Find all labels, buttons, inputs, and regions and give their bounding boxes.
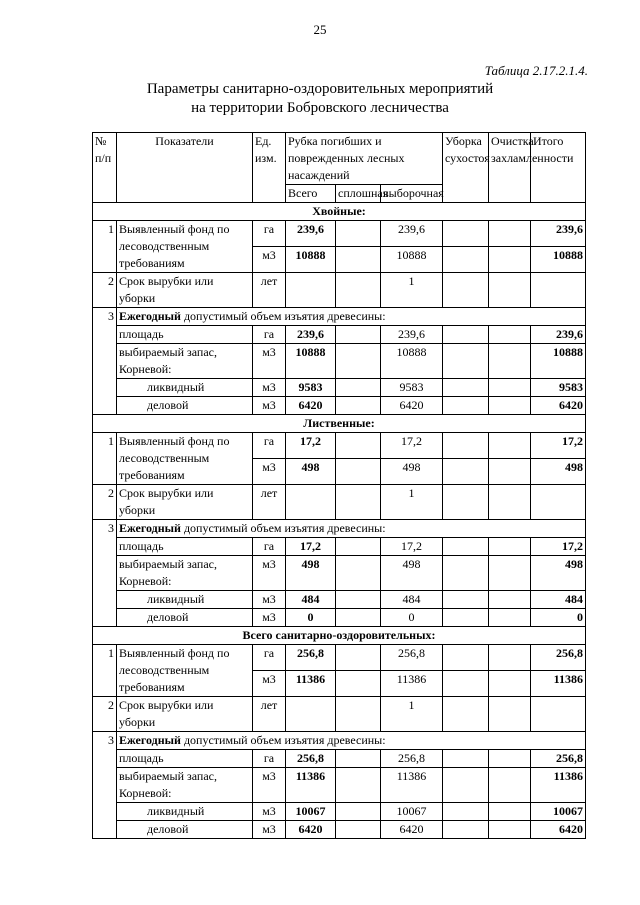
value-clear xyxy=(336,379,381,397)
value-total xyxy=(286,485,336,520)
value-itogo: 239,6 xyxy=(531,221,586,247)
value-clear xyxy=(336,768,381,803)
value-dead-wood xyxy=(443,538,489,556)
value-cleaning xyxy=(489,397,531,415)
value-cleaning xyxy=(489,379,531,397)
header-dead-wood: Уборка сухостоя xyxy=(443,133,489,203)
row-label: Срок вырубки или уборки xyxy=(117,697,253,732)
value-cleaning xyxy=(489,556,531,591)
value-dead-wood xyxy=(443,803,489,821)
value-itogo xyxy=(531,485,586,520)
table-row xyxy=(93,273,586,308)
value-clear xyxy=(336,803,381,821)
value-selective: 10888 xyxy=(381,344,443,379)
value-total: 498 xyxy=(286,459,336,485)
value-itogo: 256,8 xyxy=(531,645,586,671)
value-dead-wood xyxy=(443,750,489,768)
value-cleaning xyxy=(489,326,531,344)
value-itogo: 17,2 xyxy=(531,538,586,556)
value-clear xyxy=(336,697,381,732)
table-row xyxy=(93,433,586,459)
row-label: ликвидный xyxy=(117,591,253,609)
row-label: выбираемый запас, Корневой: xyxy=(117,768,253,803)
table-row xyxy=(93,485,586,520)
value-dead-wood xyxy=(443,645,489,671)
row-num: 1 xyxy=(93,433,117,485)
value-dead-wood xyxy=(443,344,489,379)
unit-cell: га xyxy=(253,750,286,768)
value-selective: 498 xyxy=(381,556,443,591)
value-itogo: 498 xyxy=(531,556,586,591)
row-num: 2 xyxy=(93,273,117,308)
value-dead-wood xyxy=(443,485,489,520)
title-line-2: на территории Бобровского лесничества xyxy=(191,100,449,116)
unit-cell: лет xyxy=(253,697,286,732)
value-dead-wood xyxy=(443,671,489,697)
parameters-table xyxy=(92,132,586,839)
value-cleaning xyxy=(489,645,531,671)
value-dead-wood xyxy=(443,821,489,839)
value-cleaning xyxy=(489,459,531,485)
value-clear xyxy=(336,344,381,379)
value-cleaning xyxy=(489,697,531,732)
value-itogo xyxy=(531,697,586,732)
value-dead-wood xyxy=(443,433,489,459)
value-selective: 1 xyxy=(381,485,443,520)
value-dead-wood xyxy=(443,768,489,803)
value-total: 17,2 xyxy=(286,538,336,556)
table-row xyxy=(93,750,586,768)
row-num: 1 xyxy=(93,645,117,697)
value-cleaning xyxy=(489,821,531,839)
value-cleaning xyxy=(489,344,531,379)
table-row xyxy=(93,697,586,732)
unit-cell: га xyxy=(253,433,286,459)
value-selective: 256,8 xyxy=(381,750,443,768)
value-clear xyxy=(336,326,381,344)
row-label: Срок вырубки или уборки xyxy=(117,485,253,520)
value-selective: 17,2 xyxy=(381,433,443,459)
value-total: 498 xyxy=(286,556,336,591)
table-row xyxy=(93,326,586,344)
section-header-row xyxy=(93,627,586,645)
value-itogo: 9583 xyxy=(531,379,586,397)
annual-label-rest: допустимый объем изъятия древесины: xyxy=(180,733,386,747)
unit-cell: м3 xyxy=(253,671,286,697)
value-dead-wood xyxy=(443,591,489,609)
value-selective: 0 xyxy=(381,609,443,627)
annual-label-rest: допустимый объем изъятия древесины: xyxy=(180,521,386,535)
value-selective: 1 xyxy=(381,697,443,732)
unit-cell: га xyxy=(253,645,286,671)
value-selective: 6420 xyxy=(381,397,443,415)
unit-cell: м3 xyxy=(253,459,286,485)
unit-cell: м3 xyxy=(253,397,286,415)
row-label: деловой xyxy=(117,609,253,627)
unit-cell: м3 xyxy=(253,591,286,609)
value-clear xyxy=(336,591,381,609)
value-cleaning xyxy=(489,768,531,803)
table-row xyxy=(93,397,586,415)
table-row xyxy=(93,538,586,556)
annual-label-bold: Ежегодный xyxy=(119,521,181,535)
row-num: 2 xyxy=(93,485,117,520)
table-row xyxy=(93,379,586,397)
annual-heading-row xyxy=(93,520,586,538)
value-selective: 10888 xyxy=(381,247,443,273)
value-total: 11386 xyxy=(286,768,336,803)
value-dead-wood xyxy=(443,609,489,627)
unit-cell: га xyxy=(253,326,286,344)
value-itogo: 17,2 xyxy=(531,433,586,459)
value-itogo: 11386 xyxy=(531,768,586,803)
row-label: ликвидный xyxy=(117,379,253,397)
value-dead-wood xyxy=(443,379,489,397)
table-row xyxy=(93,803,586,821)
value-cleaning xyxy=(489,609,531,627)
value-selective: 11386 xyxy=(381,768,443,803)
value-dead-wood xyxy=(443,556,489,591)
value-clear xyxy=(336,821,381,839)
value-dead-wood xyxy=(443,247,489,273)
value-clear xyxy=(336,556,381,591)
annual-label xyxy=(117,308,586,326)
value-itogo: 239,6 xyxy=(531,326,586,344)
unit-cell: м3 xyxy=(253,609,286,627)
value-total: 484 xyxy=(286,591,336,609)
row-label: площадь xyxy=(117,538,253,556)
value-dead-wood xyxy=(443,326,489,344)
value-total: 17,2 xyxy=(286,433,336,459)
value-cleaning xyxy=(489,247,531,273)
value-cleaning xyxy=(489,750,531,768)
value-itogo: 256,8 xyxy=(531,750,586,768)
value-selective: 6420 xyxy=(381,821,443,839)
row-label: площадь xyxy=(117,326,253,344)
value-itogo: 484 xyxy=(531,591,586,609)
value-selective: 484 xyxy=(381,591,443,609)
value-cleaning xyxy=(489,221,531,247)
header-total: Всего xyxy=(286,185,336,203)
value-clear xyxy=(336,273,381,308)
value-clear xyxy=(336,538,381,556)
value-itogo: 0 xyxy=(531,609,586,627)
unit-cell: м3 xyxy=(253,821,286,839)
value-dead-wood xyxy=(443,459,489,485)
section-header-row xyxy=(93,415,586,433)
row-label: площадь xyxy=(117,750,253,768)
header-unit: Ед. изм. xyxy=(253,133,286,203)
row-label: Срок вырубки или уборки xyxy=(117,273,253,308)
value-clear xyxy=(336,645,381,671)
value-total: 10888 xyxy=(286,344,336,379)
annual-label-rest: допустимый объем изъятия древесины: xyxy=(180,309,386,323)
table-row xyxy=(93,768,586,803)
value-total: 239,6 xyxy=(286,326,336,344)
value-itogo: 10888 xyxy=(531,247,586,273)
unit-cell: м3 xyxy=(253,379,286,397)
value-clear xyxy=(336,609,381,627)
annual-heading-row xyxy=(93,308,586,326)
value-total: 256,8 xyxy=(286,645,336,671)
section-title: Лиственные: xyxy=(93,415,586,433)
unit-cell: га xyxy=(253,538,286,556)
row-label: выбираемый запас, Корневой: xyxy=(117,556,253,591)
value-selective: 10067 xyxy=(381,803,443,821)
header-selective: выборочная xyxy=(381,185,443,203)
header-row xyxy=(93,133,586,185)
header-cleaning: Очистка захламленности xyxy=(489,133,531,203)
value-itogo: 10888 xyxy=(531,344,586,379)
value-total: 10067 xyxy=(286,803,336,821)
header-itogo: Итого xyxy=(531,133,586,203)
value-cleaning xyxy=(489,273,531,308)
value-selective: 1 xyxy=(381,273,443,308)
row-num: 1 xyxy=(93,221,117,273)
value-total: 0 xyxy=(286,609,336,627)
value-total: 239,6 xyxy=(286,221,336,247)
header-indicators: Показатели xyxy=(117,133,253,203)
value-total: 6420 xyxy=(286,821,336,839)
annual-label-bold: Ежегодный xyxy=(119,309,181,323)
unit-cell: м3 xyxy=(253,556,286,591)
value-itogo: 6420 xyxy=(531,821,586,839)
annual-heading-row xyxy=(93,732,586,750)
value-clear xyxy=(336,247,381,273)
table-caption: Таблица 2.17.2.1.4. xyxy=(484,63,588,78)
value-total: 256,8 xyxy=(286,750,336,768)
value-selective: 256,8 xyxy=(381,645,443,671)
row-label: выбираемый запас, Корневой: xyxy=(117,344,253,379)
row-label: Выявленный фонд по лесоводственным требованиям xyxy=(117,221,253,273)
unit-cell: лет xyxy=(253,485,286,520)
value-dead-wood xyxy=(443,397,489,415)
value-cleaning xyxy=(489,803,531,821)
unit-cell: лет xyxy=(253,273,286,308)
value-cleaning xyxy=(489,591,531,609)
annual-label xyxy=(117,520,586,538)
unit-cell: га xyxy=(253,221,286,247)
row-label: деловой xyxy=(117,397,253,415)
value-total xyxy=(286,697,336,732)
value-clear xyxy=(336,459,381,485)
section-header-row xyxy=(93,203,586,221)
value-clear xyxy=(336,433,381,459)
table-row xyxy=(93,821,586,839)
row-label: Выявленный фонд по лесоводственным требованиям xyxy=(117,645,253,697)
value-clear xyxy=(336,221,381,247)
section-title: Хвойные: xyxy=(93,203,586,221)
value-total: 9583 xyxy=(286,379,336,397)
value-selective: 9583 xyxy=(381,379,443,397)
header-num: № п/п xyxy=(93,133,117,203)
table-row xyxy=(93,609,586,627)
unit-cell: м3 xyxy=(253,768,286,803)
table-row xyxy=(93,645,586,671)
value-cleaning xyxy=(489,433,531,459)
value-total: 10888 xyxy=(286,247,336,273)
unit-cell: м3 xyxy=(253,247,286,273)
row-label: Выявленный фонд по лесоводственным требованиям xyxy=(117,433,253,485)
value-total: 11386 xyxy=(286,671,336,697)
value-selective: 17,2 xyxy=(381,538,443,556)
table-row xyxy=(93,591,586,609)
value-dead-wood xyxy=(443,273,489,308)
row-num: 3 xyxy=(93,308,117,415)
value-selective: 239,6 xyxy=(381,326,443,344)
annual-label-bold: Ежегодный xyxy=(119,733,181,747)
value-dead-wood xyxy=(443,221,489,247)
row-num: 3 xyxy=(93,732,117,839)
row-label: деловой xyxy=(117,821,253,839)
table-row xyxy=(93,221,586,247)
value-total: 6420 xyxy=(286,397,336,415)
value-clear xyxy=(336,750,381,768)
header-felling: Рубка погибших и поврежденных лесных насаждений xyxy=(286,133,443,185)
value-cleaning xyxy=(489,671,531,697)
value-selective: 11386 xyxy=(381,671,443,697)
row-label: ликвидный xyxy=(117,803,253,821)
value-itogo: 10067 xyxy=(531,803,586,821)
table-row xyxy=(93,556,586,591)
title-line-1: Параметры санитарно-оздоровительных мероприятий xyxy=(146,81,494,97)
value-selective: 239,6 xyxy=(381,221,443,247)
row-num: 2 xyxy=(93,697,117,732)
value-itogo: 6420 xyxy=(531,397,586,415)
page-title xyxy=(0,80,640,118)
annual-label xyxy=(117,732,586,750)
unit-cell: м3 xyxy=(253,803,286,821)
value-clear xyxy=(336,485,381,520)
section-title: Всего санитарно-оздоровительных: xyxy=(93,627,586,645)
row-num: 3 xyxy=(93,520,117,627)
value-itogo: 498 xyxy=(531,459,586,485)
value-clear xyxy=(336,397,381,415)
unit-cell: м3 xyxy=(253,344,286,379)
value-dead-wood xyxy=(443,697,489,732)
value-cleaning xyxy=(489,538,531,556)
value-itogo xyxy=(531,273,586,308)
value-clear xyxy=(336,671,381,697)
page-number: 25 xyxy=(313,22,327,37)
value-itogo: 11386 xyxy=(531,671,586,697)
header-clear: сплошная xyxy=(336,185,381,203)
value-cleaning xyxy=(489,485,531,520)
value-selective: 498 xyxy=(381,459,443,485)
value-total xyxy=(286,273,336,308)
table-row xyxy=(93,344,586,379)
